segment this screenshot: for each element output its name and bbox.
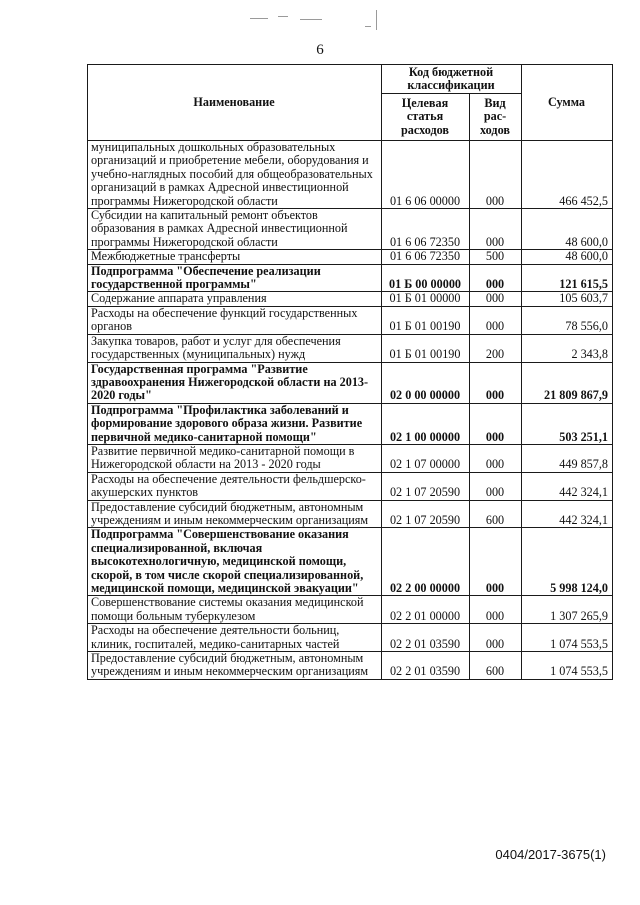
table-row [88, 264, 613, 292]
row-sum: 78 556,0 [522, 306, 613, 334]
table-row [88, 652, 613, 680]
row-sum: 442 324,1 [522, 472, 613, 500]
row-target-article: 02 2 01 03590 [382, 652, 470, 680]
row-sum: 105 603,7 [522, 292, 613, 306]
row-name: Предоставление субсидий бюджетным, автономным учреждениям и иным некоммерческим организациям [88, 652, 382, 680]
row-name: Развитие первичной медико-санитарной помощи в Нижегородской области на 2013 - 2020 годы [88, 444, 382, 472]
header-target-article: Целевая статья расходов [382, 94, 470, 141]
row-name: Межбюджетные трансферты [88, 250, 382, 264]
row-sum: 449 857,8 [522, 444, 613, 472]
table-row [88, 250, 613, 264]
row-sum: 21 809 867,9 [522, 362, 613, 403]
row-expense-type: 600 [470, 500, 522, 528]
row-name: Закупка товаров, работ и услуг для обеспечения государственных (муниципальных) нужд [88, 334, 382, 362]
row-target-article: 01 Б 01 00000 [382, 292, 470, 306]
row-sum: 442 324,1 [522, 500, 613, 528]
row-name: Государственная программа "Развитие здравоохранения Нижегородской области на 2013-2020 годы" [88, 362, 382, 403]
table-row [88, 444, 613, 472]
table-row [88, 528, 613, 596]
table-row [88, 472, 613, 500]
row-sum: 1 074 553,5 [522, 624, 613, 652]
row-target-article: 01 6 06 00000 [382, 141, 470, 209]
row-name: Субсидии на капитальный ремонт объектов образования в рамках Адресной инвестиционной программы Нижегородской области [88, 209, 382, 250]
header-classification: Код бюджетной классификации [382, 65, 522, 94]
row-name: Предоставление субсидий бюджетным, автономным учреждениям и иным некоммерческим организациям [88, 500, 382, 528]
header-name: Наименование [88, 65, 382, 141]
row-sum: 2 343,8 [522, 334, 613, 362]
row-target-article: 02 0 00 00000 [382, 362, 470, 403]
row-target-article: 01 Б 01 00190 [382, 334, 470, 362]
row-name: Подпрограмма "Совершенствование оказания специализированной, включая высокотехнологичную, медицинской помощи, скорой, в том числе скорой специализированной, медицинской помощи, медицинской эвакуации" [88, 528, 382, 596]
table-row [88, 362, 613, 403]
table-row [88, 403, 613, 444]
row-sum: 1 307 265,9 [522, 596, 613, 624]
row-target-article: 02 1 00 00000 [382, 403, 470, 444]
table-row [88, 292, 613, 306]
row-name: Расходы на обеспечение деятельности больниц, клиник, госпиталей, медико-санитарных частей [88, 624, 382, 652]
table-row [88, 306, 613, 334]
header-sum: Сумма [522, 65, 613, 141]
row-target-article: 01 6 06 72350 [382, 209, 470, 250]
row-expense-type: 000 [470, 444, 522, 472]
page-number: 6 [316, 42, 324, 58]
row-expense-type: 600 [470, 652, 522, 680]
row-expense-type: 000 [470, 306, 522, 334]
row-name: Подпрограмма "Профилактика заболеваний и формирование здорового образа жизни. Развитие первичной медико-санитарной помощи" [88, 403, 382, 444]
document-code: 0404/2017-3675(1) [495, 847, 606, 862]
row-target-article: 02 1 07 00000 [382, 444, 470, 472]
row-sum: 48 600,0 [522, 209, 613, 250]
table-row [88, 500, 613, 528]
row-name: Подпрограмма "Обеспечение реализации государственной программы" [88, 264, 382, 292]
row-sum: 503 251,1 [522, 403, 613, 444]
row-target-article: 02 2 01 00000 [382, 596, 470, 624]
row-name: Совершенствование системы оказания медицинской помощи больным туберкулезом [88, 596, 382, 624]
table-row [88, 596, 613, 624]
table-row [88, 209, 613, 250]
row-expense-type: 500 [470, 250, 522, 264]
row-sum: 48 600,0 [522, 250, 613, 264]
row-sum: 1 074 553,5 [522, 652, 613, 680]
budget-table [87, 64, 613, 680]
row-expense-type: 000 [470, 596, 522, 624]
row-expense-type: 000 [470, 209, 522, 250]
row-expense-type: 200 [470, 334, 522, 362]
row-name: Расходы на обеспечение функций государственных органов [88, 306, 382, 334]
table-row [88, 334, 613, 362]
row-target-article: 02 2 00 00000 [382, 528, 470, 596]
row-name: муниципальных дошкольных образовательных организаций и приобретение мебели, оборудования и учебно-наглядных пособий для общеобразовательных организаций в рамках Адресной инвестиционной программы Нижегородской области [88, 141, 382, 209]
table-row [88, 624, 613, 652]
row-expense-type: 000 [470, 141, 522, 209]
row-sum: 466 452,5 [522, 141, 613, 209]
row-expense-type: 000 [470, 292, 522, 306]
row-name: Содержание аппарата управления [88, 292, 382, 306]
table-body [88, 141, 613, 680]
row-target-article: 02 1 07 20590 [382, 472, 470, 500]
row-expense-type: 000 [470, 362, 522, 403]
row-sum: 5 998 124,0 [522, 528, 613, 596]
row-target-article: 02 1 07 20590 [382, 500, 470, 528]
row-target-article: 01 Б 00 00000 [382, 264, 470, 292]
row-expense-type: 000 [470, 472, 522, 500]
header-expense-type: Вид рас-ходов [470, 94, 522, 141]
table-header [88, 65, 613, 141]
scan-marks [250, 8, 390, 38]
row-expense-type: 000 [470, 528, 522, 596]
row-target-article: 02 2 01 03590 [382, 624, 470, 652]
row-expense-type: 000 [470, 403, 522, 444]
row-expense-type: 000 [470, 264, 522, 292]
row-expense-type: 000 [470, 624, 522, 652]
row-name: Расходы на обеспечение деятельности фельдшерско-акушерских пунктов [88, 472, 382, 500]
row-target-article: 01 Б 01 00190 [382, 306, 470, 334]
row-sum: 121 615,5 [522, 264, 613, 292]
row-target-article: 01 6 06 72350 [382, 250, 470, 264]
table-row [88, 141, 613, 209]
